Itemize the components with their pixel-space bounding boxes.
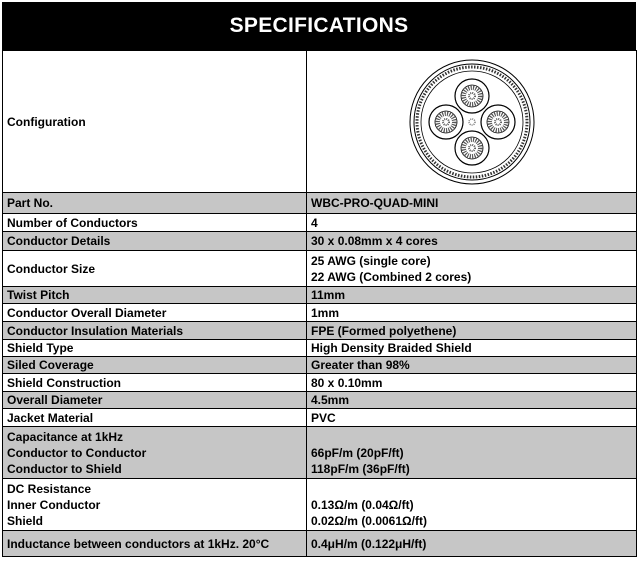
conductor-core-bottom: [455, 131, 489, 165]
row-value: 4.5mm: [307, 392, 637, 409]
row-value: 11mm: [307, 287, 637, 304]
table-row: [3, 479, 637, 531]
row-value: 66pF/m (20pF/ft) 118pF/m (36pF/ft): [307, 427, 637, 479]
row-value: 4: [307, 214, 637, 232]
row-label: Number of Conductors: [3, 214, 307, 232]
table-row: [3, 340, 637, 357]
conductor-core-left: [429, 105, 463, 139]
row-value: High Density Braided Shield: [307, 340, 637, 357]
table-row: [3, 427, 637, 479]
table-row: [3, 251, 637, 287]
config-row: [3, 51, 637, 193]
row-label: Inductance between conductors at 1kHz. 20°C: [3, 531, 307, 557]
row-value: 25 AWG (single core) 22 AWG (Combined 2 cores): [307, 251, 637, 287]
row-value: WBC-PRO-QUAD-MINI: [307, 193, 637, 214]
row-label: Part No.: [3, 193, 307, 214]
table-row: [3, 392, 637, 409]
row-label: Shield Construction: [3, 374, 307, 392]
config-label: Configuration: [3, 51, 307, 193]
row-value: 1mm: [307, 304, 637, 322]
row-label: Capacitance at 1kHz Conductor to Conductor Conductor to Shield: [3, 427, 307, 479]
table-row: [3, 214, 637, 232]
row-label: Shield Type: [3, 340, 307, 357]
table-row: [3, 304, 637, 322]
row-label: DC Resistance Inner Conductor Shield: [3, 479, 307, 531]
row-label: Jacket Material: [3, 409, 307, 427]
spec-title: SPECIFICATIONS: [2, 2, 636, 50]
row-value: FPE (Formed polyethene): [307, 322, 637, 340]
row-label: Conductor Details: [3, 232, 307, 251]
table-row: [3, 322, 637, 340]
table-row: [3, 531, 637, 557]
table-row: [3, 374, 637, 392]
row-label: Siled Coverage: [3, 357, 307, 374]
row-value: 80 x 0.10mm: [307, 374, 637, 392]
row-value: 30 x 0.08mm x 4 cores: [307, 232, 637, 251]
row-value: 0.4μH/m (0.122μH/ft): [307, 531, 637, 557]
table-row: [3, 409, 637, 427]
row-value: 0.13Ω/m (0.04Ω/ft) 0.02Ω/m (0.0061Ω/ft): [307, 479, 637, 531]
row-label: Conductor Overall Diameter: [3, 304, 307, 322]
table-row: [3, 232, 637, 251]
config-image-cell: [307, 51, 637, 193]
row-label: Conductor Size: [3, 251, 307, 287]
table-row: [3, 357, 637, 374]
row-value: Greater than 98%: [307, 357, 637, 374]
row-label: Conductor Insulation Materials: [3, 322, 307, 340]
row-label: Twist Pitch: [3, 287, 307, 304]
table-row: [3, 287, 637, 304]
conductor-core-right: [481, 105, 515, 139]
row-value: PVC: [307, 409, 637, 427]
conductor-core-top: [455, 79, 489, 113]
cable-cross-section-icon: [407, 57, 537, 187]
table-row: [3, 193, 637, 214]
row-label: Overall Diameter: [3, 392, 307, 409]
spec-table: [2, 50, 637, 557]
